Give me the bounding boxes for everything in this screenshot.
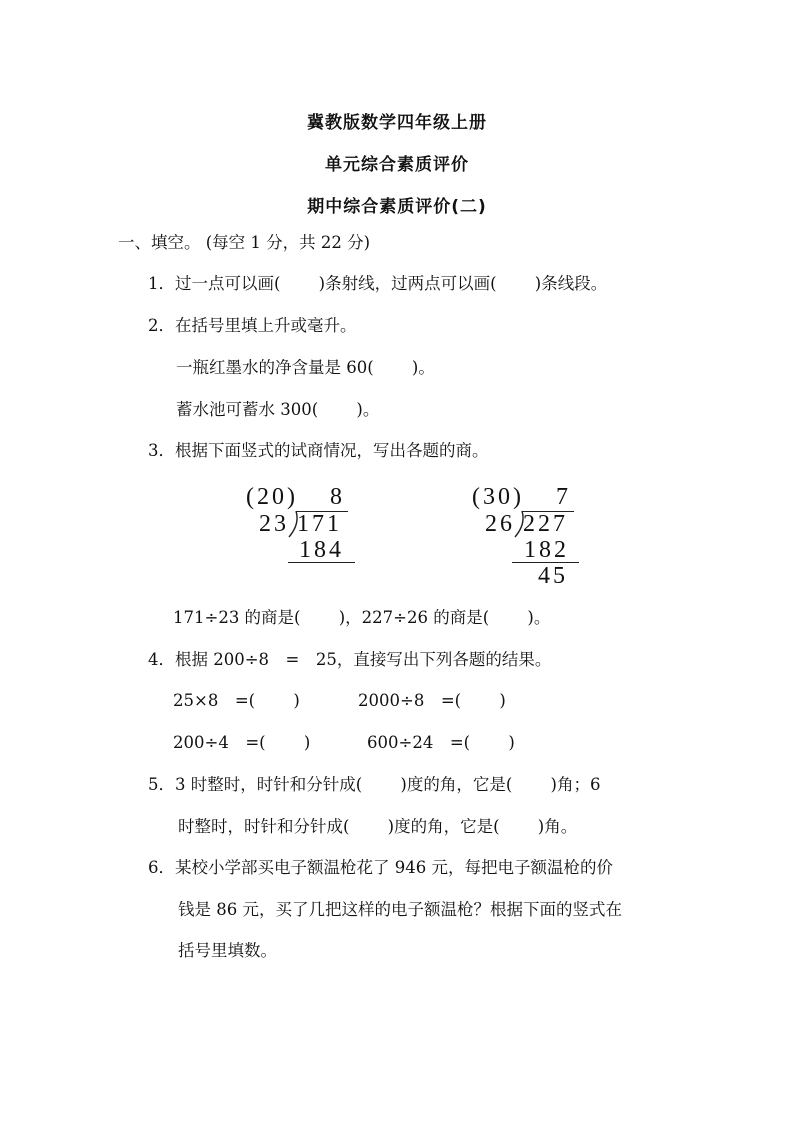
question-4-row2-a: 200÷4 =( ) xyxy=(173,733,311,752)
division-2-remainder: 45 xyxy=(538,563,568,589)
section-heading: 一、填空。 (每空 1 分，共 22 分) xyxy=(118,233,371,252)
division-2-dividend: 227 xyxy=(523,511,568,537)
question-4-row2-b: 600÷24 =( ) xyxy=(367,733,515,752)
question-1: 1．过一点可以画( )条射线，过两点可以画( )条线段。 xyxy=(148,274,608,293)
exam-title: 期中综合素质评价(二) xyxy=(307,197,487,217)
question-4: 4．根据 200÷8 = 25，直接写出下列各题的结果。 xyxy=(148,650,552,669)
unit-title: 单元综合素质评价 xyxy=(325,155,469,175)
question-2: 2．在括号里填上升或毫升。 xyxy=(148,316,357,335)
division-1-divisor: 23 xyxy=(259,511,289,537)
division-1-dividend: 171 xyxy=(297,511,342,537)
question-5-line1: 5．3 时整时，时针和分针成( )度的角，它是( )角；6 xyxy=(148,775,601,794)
division-2-trial: (30) xyxy=(472,484,524,510)
question-4-row1-a: 25×8 =( ) xyxy=(173,691,300,710)
question-4-row1-b: 2000÷8 =( ) xyxy=(358,691,506,710)
question-5-line2: 时整时，时针和分针成( )度的角，它是( )角。 xyxy=(178,817,578,836)
book-title: 冀教版数学四年级上册 xyxy=(307,113,487,133)
question-6-line1: 6．某校小学部买电子额温枪花了 946 元，每把电子额温枪的价 xyxy=(148,858,613,877)
division-1-underline xyxy=(288,562,355,563)
division-1-product: 184 xyxy=(299,537,344,563)
question-6-line2: 钱是 86 元，买了几把这样的电子额温枪？根据下面的竖式在 xyxy=(178,900,622,919)
question-6-line3: 括号里填数。 xyxy=(178,941,277,960)
question-2b: 蓄水池可蓄水 300( )。 xyxy=(176,400,380,419)
division-1-trial: (20) xyxy=(246,484,298,510)
division-1-quotient: 8 xyxy=(330,484,345,510)
division-2-divisor: 26 xyxy=(485,511,515,537)
question-3: 3．根据下面竖式的试商情况，写出各题的商。 xyxy=(148,441,489,460)
division-2-quotient: 7 xyxy=(556,484,571,510)
question-2a: 一瓶红墨水的净含量是 60( )。 xyxy=(176,358,435,377)
division-2-product: 182 xyxy=(524,537,569,563)
question-3-answer: 171÷23 的商是( )，227÷26 的商是( )。 xyxy=(173,608,551,627)
